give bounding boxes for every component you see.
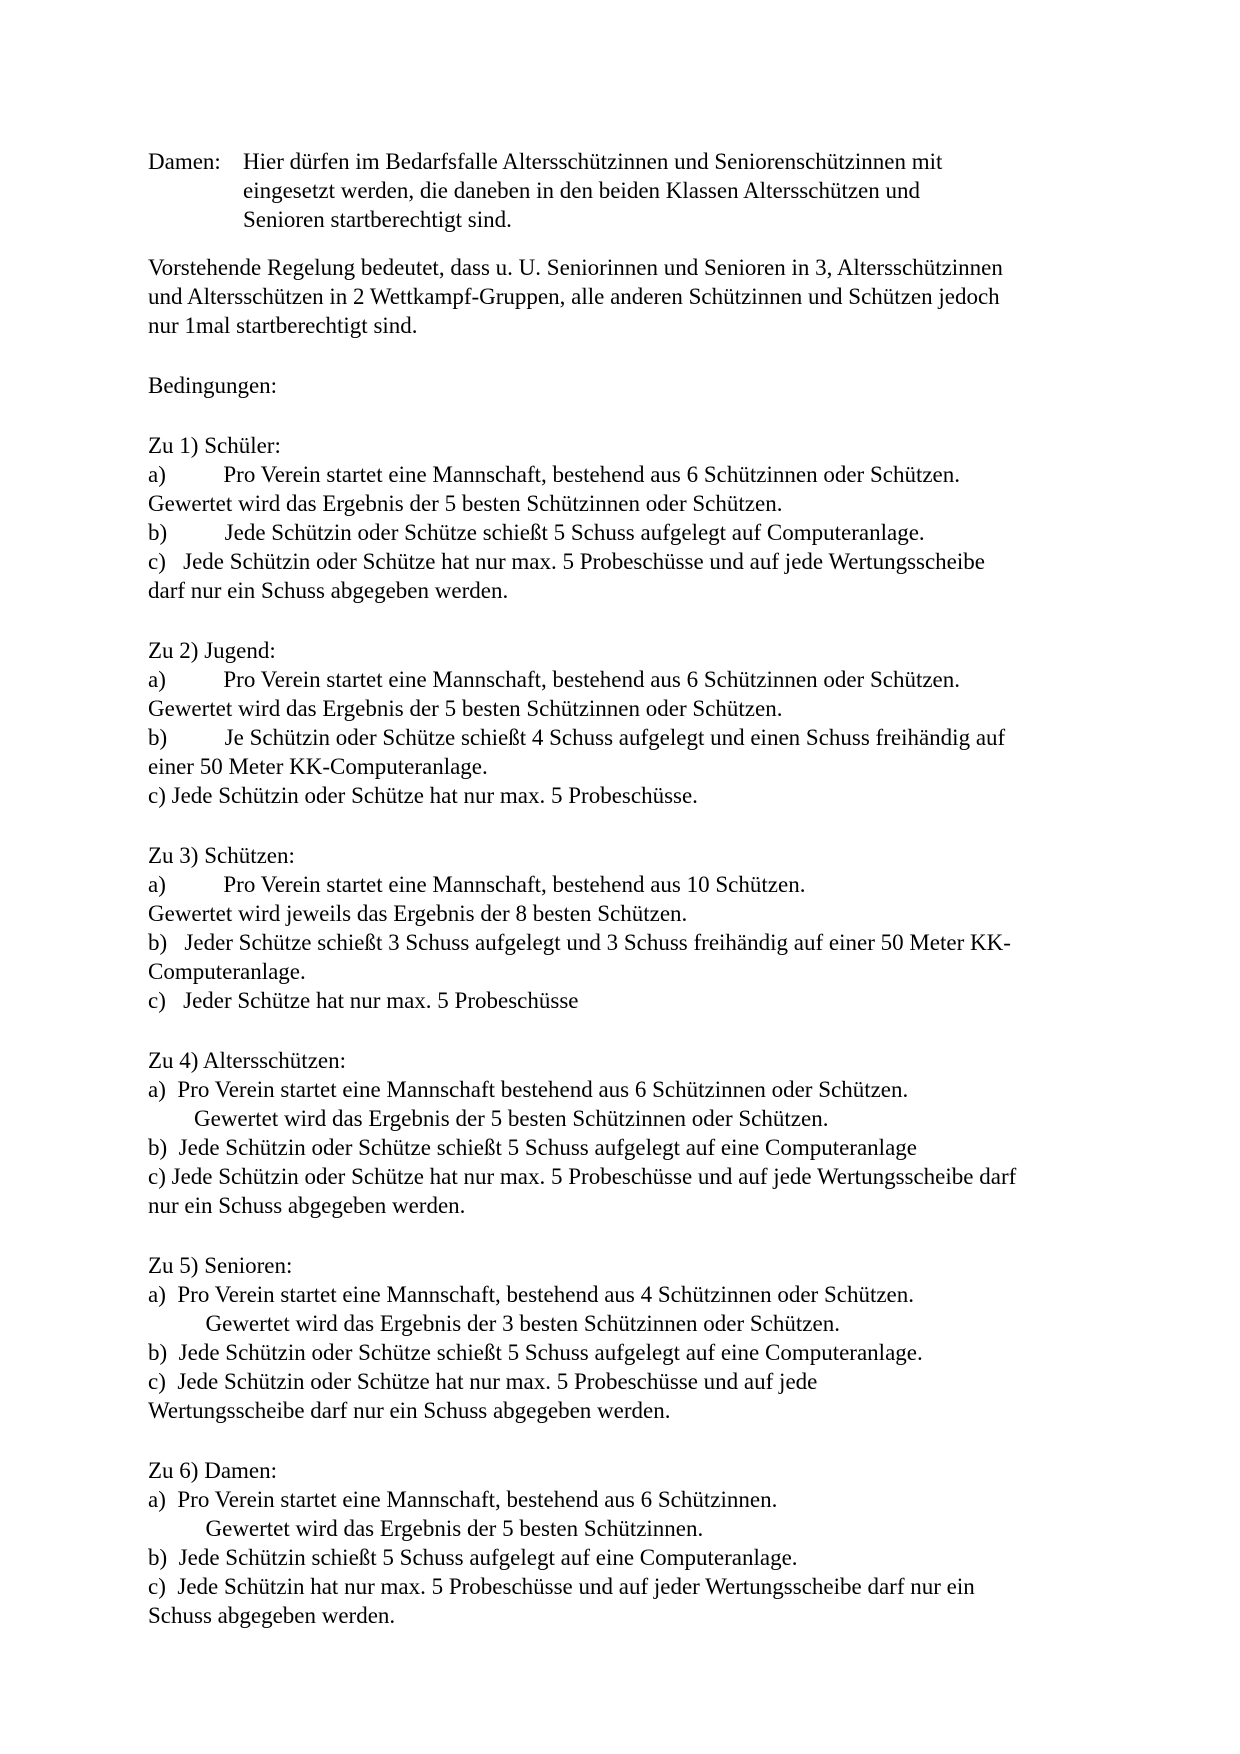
damen-note-line: eingesetzt werden, die daneben in den beiden Klassen Altersschützen und [243, 178, 920, 203]
section-line: Gewertet wird das Ergebnis der 5 besten Schützinnen oder Schützen. [148, 696, 783, 721]
section-line: c) Jede Schützin oder Schütze hat nur max. 5 Probeschüsse und auf jede [148, 1369, 818, 1394]
conditions-heading: Bedingungen: [148, 373, 278, 398]
section-line: a) Pro Verein startet eine Mannschaft, bestehend aus 6 Schützinnen oder Schützen. [148, 462, 961, 487]
section-line: a) Pro Verein startet eine Mannschaft, bestehend aus 4 Schützinnen oder Schützen. [148, 1282, 915, 1307]
section-title: Zu 4) Altersschützen: [148, 1048, 347, 1073]
section-line: Computeranlage. [148, 959, 306, 984]
intro-line: Vorstehende Regelung bedeutet, dass u. U. Seniorinnen und Senioren in 3, Altersschützinnen [148, 255, 1003, 280]
rule-section [148, 636, 1128, 810]
section-line: c) Jede Schützin oder Schütze hat nur max. 5 Probeschüsse. [148, 783, 698, 808]
section-line: Gewertet wird das Ergebnis der 3 besten Schützinnen oder Schützen. [148, 1311, 840, 1336]
damen-note-line: Senioren startberechtigt sind. [243, 207, 512, 232]
rule-section [148, 841, 1128, 1015]
section-title: Zu 5) Senioren: [148, 1253, 293, 1278]
document-page [148, 147, 1128, 1661]
damen-note-label: Damen: [148, 149, 221, 174]
section-line: Gewertet wird das Ergebnis der 5 besten Schützinnen oder Schützen. [148, 1106, 829, 1131]
section-title: Zu 1) Schüler: [148, 433, 281, 458]
section-line: c) Jede Schützin oder Schütze hat nur max. 5 Probeschüsse und auf jede Wertungsscheibe darf [148, 1164, 1017, 1189]
section-line: Gewertet wird das Ergebnis der 5 besten Schützinnen. [148, 1516, 704, 1541]
rule-section [148, 1251, 1128, 1425]
section-title: Zu 6) Damen: [148, 1458, 278, 1483]
section-line: b) Jede Schützin oder Schütze schießt 5 Schuss aufgelegt auf eine Computeranlage [148, 1135, 917, 1160]
section-title: Zu 2) Jugend: [148, 638, 276, 663]
section-line: nur ein Schuss abgegeben werden. [148, 1193, 466, 1218]
section-line: a) Pro Verein startet eine Mannschaft, bestehend aus 6 Schützinnen. [148, 1487, 778, 1512]
rule-section [148, 1046, 1128, 1220]
rule-section [148, 431, 1128, 605]
section-line: a) Pro Verein startet eine Mannschaft, bestehend aus 10 Schützen. [148, 872, 806, 897]
section-line: a) Pro Verein startet eine Mannschaft, bestehend aus 6 Schützinnen oder Schützen. [148, 667, 961, 692]
section-line: Gewertet wird das Ergebnis der 5 besten Schützinnen oder Schützen. [148, 491, 783, 516]
rule-section [148, 1456, 1128, 1630]
section-line: Wertungsscheibe darf nur ein Schuss abgegeben werden. [148, 1398, 671, 1423]
intro-paragraph [148, 253, 1128, 340]
rule-sections-container [148, 431, 1128, 1630]
intro-line: und Altersschützen in 2 Wettkampf-Gruppen, alle anderen Schützinnen und Schützen jedoch [148, 284, 1000, 309]
intro-line: nur 1mal startberechtigt sind. [148, 313, 418, 338]
damen-note-line: Hier dürfen im Bedarfsfalle Altersschützinnen und Seniorenschützinnen mit [243, 149, 943, 174]
section-line: b) Jeder Schütze schießt 3 Schuss aufgelegt und 3 Schuss freihändig auf einer 50 Meter KK- [148, 930, 1011, 955]
damen-note-text [243, 147, 942, 234]
section-title: Zu 3) Schützen: [148, 843, 295, 868]
section-line: Gewertet wird jeweils das Ergebnis der 8 besten Schützen. [148, 901, 688, 926]
section-line: b) Jede Schützin schießt 5 Schuss aufgelegt auf eine Computeranlage. [148, 1545, 798, 1570]
section-line: c) Jeder Schütze hat nur max. 5 Probeschüsse [148, 988, 579, 1013]
section-line: einer 50 Meter KK-Computeranlage. [148, 754, 488, 779]
section-line: b) Jede Schützin oder Schütze schießt 5 Schuss aufgelegt auf eine Computeranlage. [148, 1340, 923, 1365]
section-line: c) Jede Schützin oder Schütze hat nur max. 5 Probeschüsse und auf jede Wertungsscheibe [148, 549, 985, 574]
section-line: c) Jede Schützin hat nur max. 5 Probeschüsse und auf jeder Wertungsscheibe darf nur ein [148, 1574, 975, 1599]
section-line: b) Jede Schützin oder Schütze schießt 5 Schuss aufgelegt auf Computeranlage. [148, 520, 925, 545]
section-line: a) Pro Verein startet eine Mannschaft bestehend aus 6 Schützinnen oder Schützen. [148, 1077, 909, 1102]
section-line: darf nur ein Schuss abgegeben werden. [148, 578, 509, 603]
damen-note-block [148, 147, 1128, 234]
section-line: Schuss abgegeben werden. [148, 1603, 396, 1628]
section-line: b) Je Schützin oder Schütze schießt 4 Schuss aufgelegt und einen Schuss freihändig auf [148, 725, 1006, 750]
